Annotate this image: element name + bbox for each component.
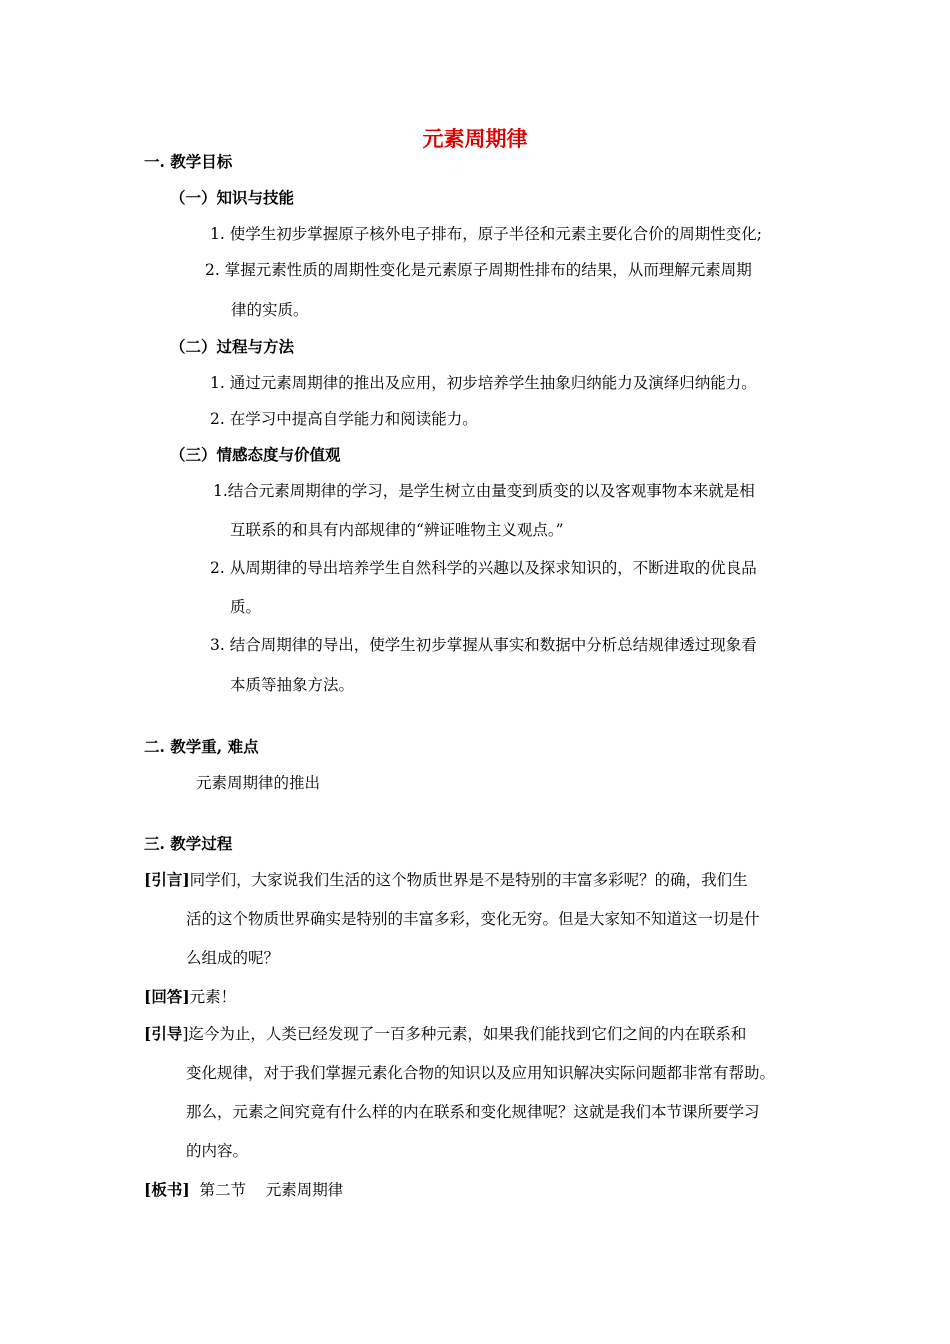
paragraph-text: 同学们，大家说我们生活的这个物质世界是不是特别的丰富多彩呢？的确，我们生 (189, 871, 748, 889)
paragraph-tag: [板书] (144, 1180, 190, 1199)
list-item: 2. 在学习中提高自学能力和阅读能力。 (210, 410, 478, 428)
document-title: 元素周期律 (422, 126, 528, 151)
list-item: 2. 从周期律的导出培养学生自然科学的兴趣以及探求知识的，不断进取的优良品 (210, 559, 757, 577)
paragraph-line: 么组成的呢？ (186, 949, 280, 967)
list-item: 1. 通过元素周期律的推出及应用，初步培养学生抽象归纳能力及演绎归纳能力。 (210, 374, 757, 392)
subsection-3-heading: （三）情感态度与价值观 (170, 445, 341, 464)
section-2-heading: 二. 教学重, 难点 (144, 737, 259, 756)
list-item: 2. 掌握元素性质的周期性变化是元素原子周期性排布的结果，从而理解元素周期 (205, 261, 752, 279)
paragraph-tag: [引言] (144, 870, 190, 889)
list-item: 1.结合元素周期律的学习，是学生树立由量变到质变的以及客观事物本来就是相 (213, 482, 755, 500)
paragraph-text: 第二节 元素周期律 (189, 1181, 344, 1199)
list-item: 1. 使学生初步掌握原子核外电子排布，原子半径和元素主要化合价的周期性变化; (210, 225, 762, 243)
list-item-continuation: 互联系的和具有内部规律的“辨证唯物主义观点。” (230, 521, 564, 539)
paragraph-line (144, 987, 236, 1007)
subsection-2-heading: （二）过程与方法 (170, 337, 295, 356)
list-item-continuation: 律的实质。 (231, 301, 309, 319)
key-point-text: 元素周期律的推出 (196, 774, 321, 792)
list-item-continuation: 质。 (230, 598, 262, 616)
paragraph-tag: [引导 (144, 1024, 183, 1043)
paragraph-line (144, 1024, 746, 1044)
paragraph-text: ]迄今为止，人类已经发现了一百多种元素，如果我们能找到它们之间的内在联系和 (182, 1025, 747, 1043)
paragraph-line: 的内容。 (186, 1142, 249, 1160)
paragraph-line (144, 1180, 343, 1200)
list-item: 3. 结合周期律的导出，使学生初步掌握从事实和数据中分析总结规律透过现象看 (210, 636, 757, 654)
subsection-1-heading: （一）知识与技能 (170, 188, 295, 207)
section-3-heading: 三. 教学过程 (144, 834, 233, 853)
paragraph-text: 元素！ (189, 988, 237, 1006)
list-item-continuation: 本质等抽象方法。 (230, 676, 355, 694)
paragraph-line: 变化规律，对于我们掌握元素化合物的知识以及应用知识解决实际问题都非常有帮助。 (186, 1064, 776, 1082)
paragraph-line: 那么，元素之间究竟有什么样的内在联系和变化规律呢？这就是我们本节课所要学习 (186, 1103, 760, 1121)
paragraph-line (144, 870, 748, 890)
section-1-heading: 一. 教学目标 (144, 152, 233, 171)
paragraph-tag: [回答] (144, 987, 190, 1006)
paragraph-line: 活的这个物质世界确实是特别的丰富多彩，变化无穷。但是大家知不知道这一切是什 (186, 910, 760, 928)
